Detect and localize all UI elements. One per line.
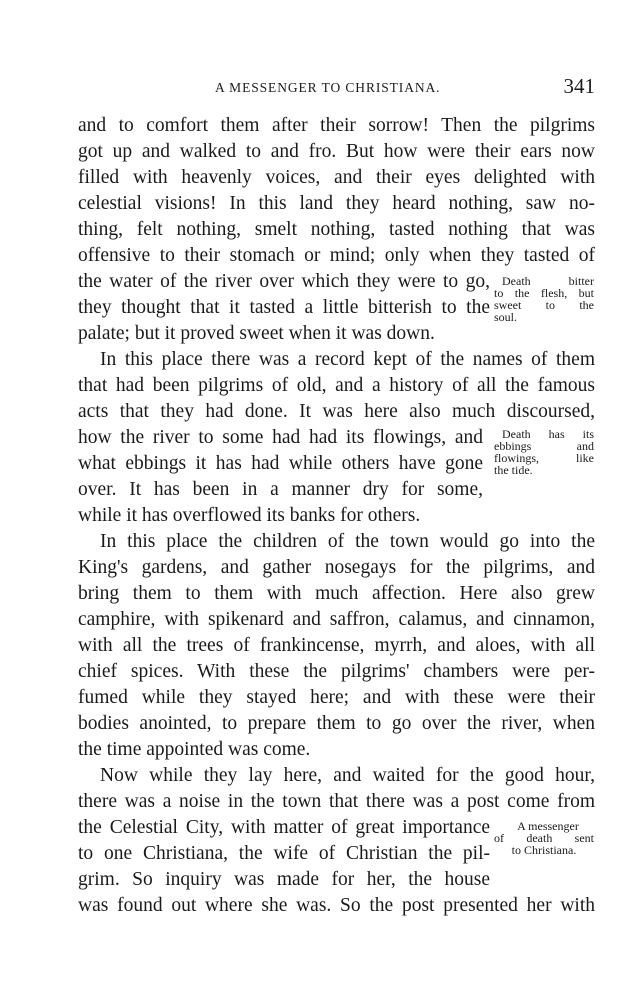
text-line: thing, felt nothing, smelt nothing, tasted nothing that was xyxy=(78,219,595,240)
text-line: fumed while they stayed here; and with these were their xyxy=(78,687,595,708)
text-line: In this place the children of the town would go into the xyxy=(100,531,595,552)
text-line: to one Christiana, the wife of Christian the pil- xyxy=(78,843,490,864)
margin-note-messenger xyxy=(494,820,594,856)
text-line: offensive to their stomach or mind; only when they tasted of xyxy=(78,245,595,266)
text-line: the water of the river over which they were to go, xyxy=(78,271,490,292)
text-line: bring them to them with much affection. Here also grew xyxy=(78,583,595,604)
margin-note-line: to the flesh, but xyxy=(494,286,594,300)
text-line: In this place there was a record kept of the names of them xyxy=(100,349,595,370)
margin-note-death-bitter xyxy=(494,275,594,323)
text-line: the Celestial City, with matter of great importance xyxy=(78,817,490,838)
text-line: the time appointed was come. xyxy=(78,739,311,760)
text-line: there was a noise in the town that there was a post come from xyxy=(78,791,595,812)
margin-note-line: of death sent xyxy=(494,831,594,845)
text-line: that had been pilgrims of old, and a history of all the famous xyxy=(78,375,595,396)
text-line: chief spices. With these the pilgrims' chambers were per- xyxy=(78,661,595,682)
text-line: King's gardens, and gather nosegays for the pilgrims, and xyxy=(78,557,595,578)
text-line: palate; but it proved sweet when it was down. xyxy=(78,323,435,344)
margin-note-line: flowings, like xyxy=(494,451,594,465)
page-number: 341 xyxy=(563,74,595,98)
text-line: they thought that it tasted a little bitterish to the xyxy=(78,297,490,318)
running-title: A MESSENGER TO CHRISTIANA. xyxy=(215,80,441,95)
margin-note-line: to Christiana. xyxy=(511,843,577,857)
text-line: celestial visions! In this land they heard nothing, saw no- xyxy=(78,193,595,214)
text-line: filled with heavenly voices, and their eyes delighted with xyxy=(78,167,595,188)
margin-note-line: soul. xyxy=(494,310,518,324)
text-line: how the river to some had had its flowings, and xyxy=(78,427,483,448)
text-line: camphire, with spikenard and saffron, calamus, and cinnamon, xyxy=(78,609,595,630)
text-line: Now while they lay here, and waited for the good hour, xyxy=(100,765,595,786)
text-line: grim. So inquiry was made for her, the house xyxy=(78,869,490,890)
page-header xyxy=(215,74,595,102)
text-line: acts that they had done. It was here also much discoursed, xyxy=(78,401,595,422)
margin-note-line: Death has its xyxy=(502,427,594,441)
margin-note-line: the tide. xyxy=(494,463,533,477)
text-line: over. It has been in a manner dry for some, xyxy=(78,479,483,500)
text-line: what ebbings it has had while others have gone xyxy=(78,453,483,474)
margin-note-line: sweet to the xyxy=(494,298,594,312)
text-line: bodies anointed, to prepare them to go over the river, when xyxy=(78,713,595,734)
margin-note-line: Death bitter xyxy=(502,274,594,288)
margin-note-line: ebbings and xyxy=(494,439,594,453)
margin-note-line: A messenger xyxy=(517,819,579,833)
text-line: while it has overflowed its banks for others. xyxy=(78,505,421,526)
text-line: was found out where she was. So the post presented her with xyxy=(78,895,595,916)
text-line: got up and walked to and fro. But how were their ears now xyxy=(78,141,595,162)
margin-note-ebbings xyxy=(494,428,594,476)
text-line: and to comfort them after their sorrow! Then the pilgrims xyxy=(78,115,595,136)
text-line: with all the trees of frankincense, myrrh, and aloes, with all xyxy=(78,635,595,656)
